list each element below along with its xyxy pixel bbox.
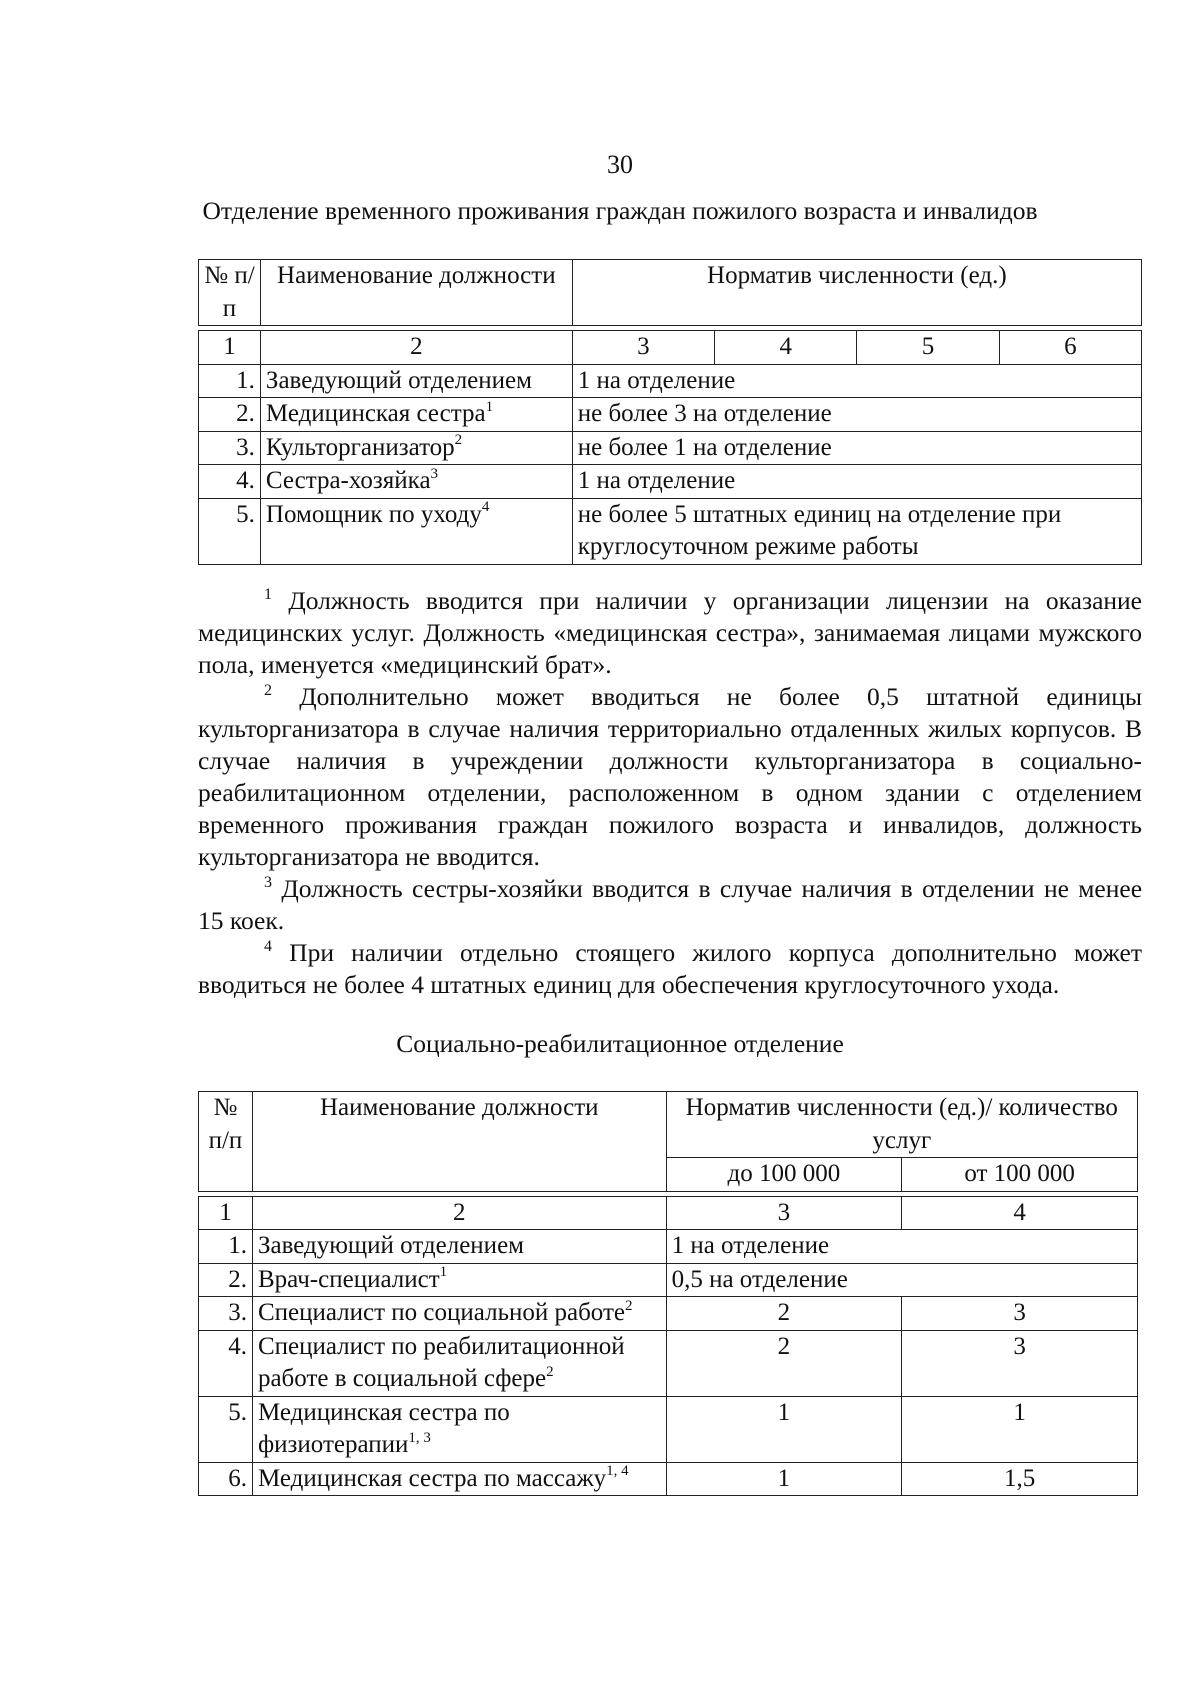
row-num: 1. <box>199 364 261 398</box>
col-number: 2 <box>260 331 572 365</box>
column-number-row <box>199 331 1142 365</box>
table-header-row <box>199 1092 1138 1158</box>
table-row <box>199 1230 1138 1264</box>
row-position: Помощник по уходу$^4$ <box>260 498 572 564</box>
header-up-to-100000: до 100 000 <box>666 1158 902 1192</box>
row-num: 2. <box>199 398 261 432</box>
row-value-up-to-100000: 1 <box>666 1462 902 1496</box>
row-value-up-to-100000: 2 <box>666 1297 902 1331</box>
row-position: Специалист по социальной работе$^2$ <box>252 1297 666 1331</box>
staffing-table-social-rehabilitation <box>198 1091 1138 1496</box>
staffing-table-temporary-residence <box>198 259 1142 565</box>
footnote: $^4$ При наличии отдельно стоящего жилого корпуса дополнительно может вводиться не более 4 штатных единиц для обеспечения круглосуточного ухода. <box>198 937 1142 999</box>
row-value-up-to-100000: 2 <box>666 1330 902 1396</box>
col-number: 4 <box>902 1196 1138 1230</box>
row-num: 4. <box>199 1330 253 1396</box>
row-value-from-100000: 1 <box>902 1396 1138 1462</box>
col-number: 3 <box>572 331 714 365</box>
footnotes <box>198 585 1142 1001</box>
section1-title: Отделение временного проживания граждан пожилого возраста и инвалидов <box>202 196 1038 225</box>
table-row <box>199 1462 1138 1496</box>
row-num: 5. <box>199 498 261 564</box>
table-header-row <box>199 260 1142 326</box>
header-num: № п/п <box>199 1092 253 1192</box>
table-row <box>199 1297 1138 1331</box>
table-row <box>199 465 1142 499</box>
header-norm: Норматив численности (ед.)/ количество услуг <box>666 1092 1137 1158</box>
row-value-from-100000: 3 <box>902 1297 1138 1331</box>
row-num: 1. <box>199 1230 253 1264</box>
table-row <box>199 1263 1138 1297</box>
row-num: 4. <box>199 465 261 499</box>
footnote: $^2$ Дополнительно может вводиться не более 0,5 штатной единицы культорганизатора в случае наличия территориально отдаленных жилых корпусов. В случае наличия в учреждении должности культорганизатора в социально-реабилитационном отделении, расположенном в одном здании с отделением временного проживания граждан пожилого возраста и инвалидов, должность культорганизатора не вводится. <box>198 681 1142 871</box>
col-number: 1 <box>199 1196 253 1230</box>
footnote: $^3$ Должность сестры-хозяйки вводится в случае наличия в отделении не менее 15 коек. <box>198 873 1143 935</box>
column-number-row <box>199 1196 1138 1230</box>
header-norm: Норматив численности (ед.) <box>572 260 1141 326</box>
table-row <box>199 364 1142 398</box>
row-position: Медицинская сестра по массажу$^{1, 4}$ <box>252 1462 666 1496</box>
header-from-100000: от 100 000 <box>902 1158 1138 1192</box>
col-number: 5 <box>857 331 999 365</box>
row-norm: 1 на отделение <box>572 465 1141 499</box>
header-name: Наименование должности <box>260 260 572 326</box>
col-number: 2 <box>252 1196 666 1230</box>
table-row <box>199 431 1142 465</box>
row-value-from-100000: 3 <box>902 1330 1138 1396</box>
row-position: Заведующий отделением <box>260 364 572 398</box>
row-norm: 0,5 на отделение <box>666 1263 1137 1297</box>
row-norm: не более 3 на отделение <box>572 398 1141 432</box>
row-norm: не более 1 на отделение <box>572 431 1141 465</box>
table-row <box>199 1330 1138 1396</box>
footnote: $^1$ Должность вводится при наличии у организации лицензии на оказание медицинских услуг. Должность «медицинская сестра», занимаемая лицами мужского пола, именуется «медицинский брат». <box>198 585 1143 679</box>
row-norm: 1 на отделение <box>666 1230 1137 1264</box>
row-num: 2. <box>199 1263 253 1297</box>
row-num: 3. <box>199 431 261 465</box>
row-position: Культорганизатор$^2$ <box>260 431 572 465</box>
row-value-up-to-100000: 1 <box>666 1396 902 1462</box>
row-num: 5. <box>199 1396 253 1462</box>
row-value-from-100000: 1,5 <box>902 1462 1138 1496</box>
section2-title: Социально-реабилитационное отделение <box>396 1029 844 1058</box>
row-norm: не более 5 штатных единиц на отделение при круглосуточном режиме работы <box>572 498 1141 564</box>
table-row <box>199 398 1142 432</box>
header-name: Наименование должности <box>252 1092 666 1192</box>
col-number: 3 <box>666 1196 902 1230</box>
row-norm: 1 на отделение <box>572 364 1141 398</box>
table-row <box>199 1396 1138 1462</box>
page-number: 30 <box>607 150 633 179</box>
header-num: № п/п <box>199 260 261 326</box>
row-num: 3. <box>199 1297 253 1331</box>
row-position: Сестра-хозяйка$^3$ <box>260 465 572 499</box>
row-position: Врач-специалист$^1$ <box>252 1263 666 1297</box>
col-number: 6 <box>999 331 1141 365</box>
row-position: Заведующий отделением <box>252 1230 666 1264</box>
col-number: 4 <box>715 331 857 365</box>
row-num: 6. <box>199 1462 253 1496</box>
row-position: Медицинская сестра по физиотерапии$^{1, 3}$ <box>252 1396 666 1462</box>
row-position: Специалист по реабилитационной работе в социальной сфере$^2$ <box>252 1330 666 1396</box>
row-position: Медицинская сестра$^1$ <box>260 398 572 432</box>
col-number: 1 <box>199 331 261 365</box>
table-row <box>199 498 1142 564</box>
